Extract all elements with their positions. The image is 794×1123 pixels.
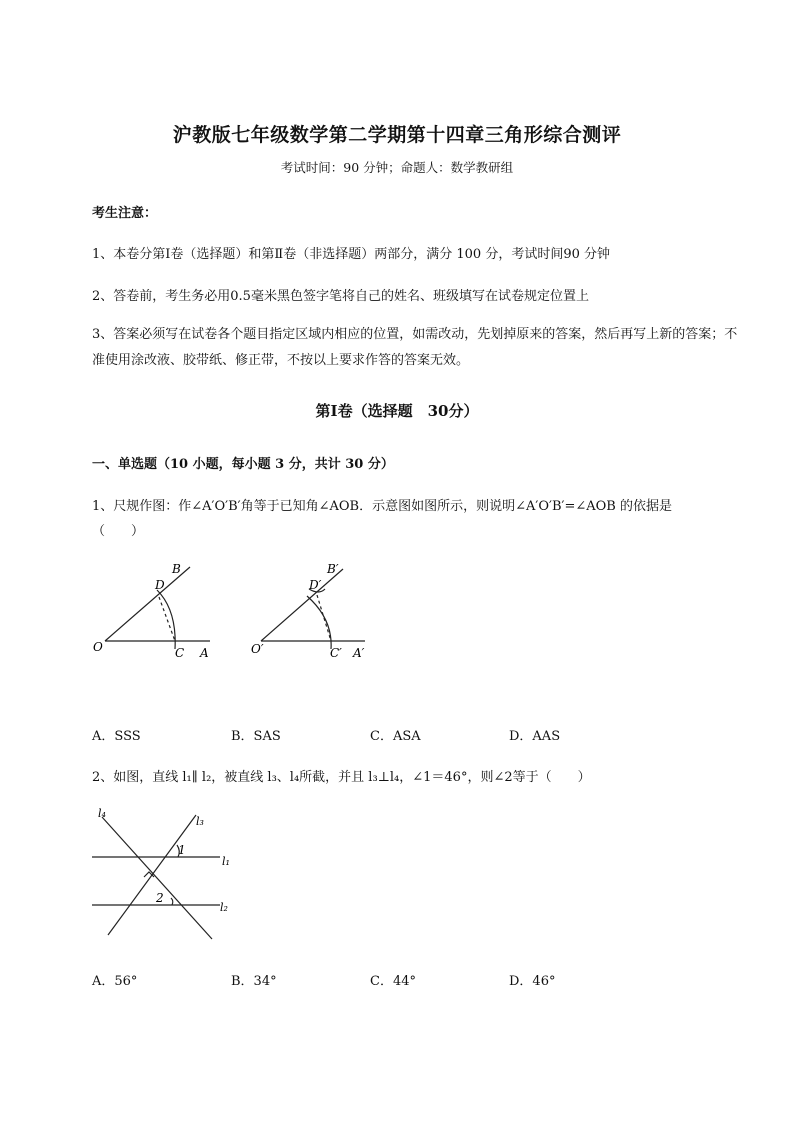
- question-1-figure: [85, 555, 385, 665]
- question-1-blank: （ ）: [92, 524, 145, 539]
- label-l2: l₂: [220, 901, 228, 914]
- label-b: B: [172, 562, 181, 576]
- question-1-stem: 1、尺规作图：作∠A′O′B′角等于已知角∠AOB．示意图如图所示，则说明∠A′O′B′=∠AOB 的依据是: [92, 499, 672, 514]
- label-l1: l₁: [222, 855, 230, 868]
- ray-ob: [105, 567, 190, 641]
- page-title: 沪教版七年级数学第二学期第十四章三角形综合测评: [172, 124, 622, 146]
- question-2-stem: 2、如图，直线 l₁∥ l₂，被直线 l₃、l₄所截，并且 l₃⊥l₄，∠1＝46°，则∠2等于（ ）: [92, 770, 591, 785]
- notice-item-2: 2、答卷前，考生务必用0.5毫米黑色签字笔将自己的姓名、班级填写在试卷规定位置上: [92, 289, 589, 304]
- label-l3: l₃: [196, 815, 204, 828]
- label-angle-2: 2: [156, 891, 164, 905]
- label-b-prime: B′: [327, 562, 339, 576]
- angle-2-arc: [171, 898, 173, 905]
- notice-item-3: 3、答案必须写在试卷各个题目指定区域内相应的位置，如需改动，先划掉原来的答案，然后再写上新的答案；不准使用涂改液、胶带纸、修正带，不按以上要求作答的答案无效。: [92, 327, 738, 368]
- question-1-option-d[interactable]: D．AAS: [509, 729, 561, 744]
- question-2-option-b[interactable]: B．34°: [231, 974, 277, 989]
- question-1-option-a[interactable]: A．SSS: [92, 729, 141, 744]
- ray-o2b2: [261, 569, 343, 641]
- label-o-prime: O′: [251, 642, 264, 656]
- question-1-option-c[interactable]: C．ASA: [370, 729, 421, 744]
- question-2-option-a[interactable]: A．56°: [92, 974, 138, 989]
- question-2-figure: [88, 805, 248, 945]
- label-a-prime: A′: [353, 646, 365, 660]
- label-a: A: [200, 646, 209, 660]
- part-heading: 一、单选题（10 小题，每小题 3 分，共计 30 分）: [92, 457, 394, 472]
- label-l4: l₄: [98, 807, 106, 820]
- label-c: C: [175, 646, 185, 660]
- label-d-prime: D′: [309, 578, 322, 592]
- notice-heading: 考生注意：: [92, 206, 158, 221]
- label-c-prime: C′: [330, 646, 342, 660]
- exam-info: 考试时间：90 分钟；命题人：数学教研组: [280, 160, 514, 175]
- dashed-c2d2: [317, 595, 331, 641]
- question-2-option-d[interactable]: D．46°: [509, 974, 556, 989]
- label-o: O: [93, 640, 103, 654]
- question-2-option-c[interactable]: C．44°: [370, 974, 416, 989]
- section-title: 第Ⅰ卷（选择题 30分）: [315, 402, 479, 420]
- label-d: D: [155, 578, 165, 592]
- notice-item-1: 1、本卷分第Ⅰ卷（选择题）和第Ⅱ卷（非选择题）两部分，满分 100 分，考试时间90 分钟: [92, 247, 610, 262]
- label-angle-1: 1: [178, 843, 186, 857]
- question-1-option-b[interactable]: B．SAS: [231, 729, 281, 744]
